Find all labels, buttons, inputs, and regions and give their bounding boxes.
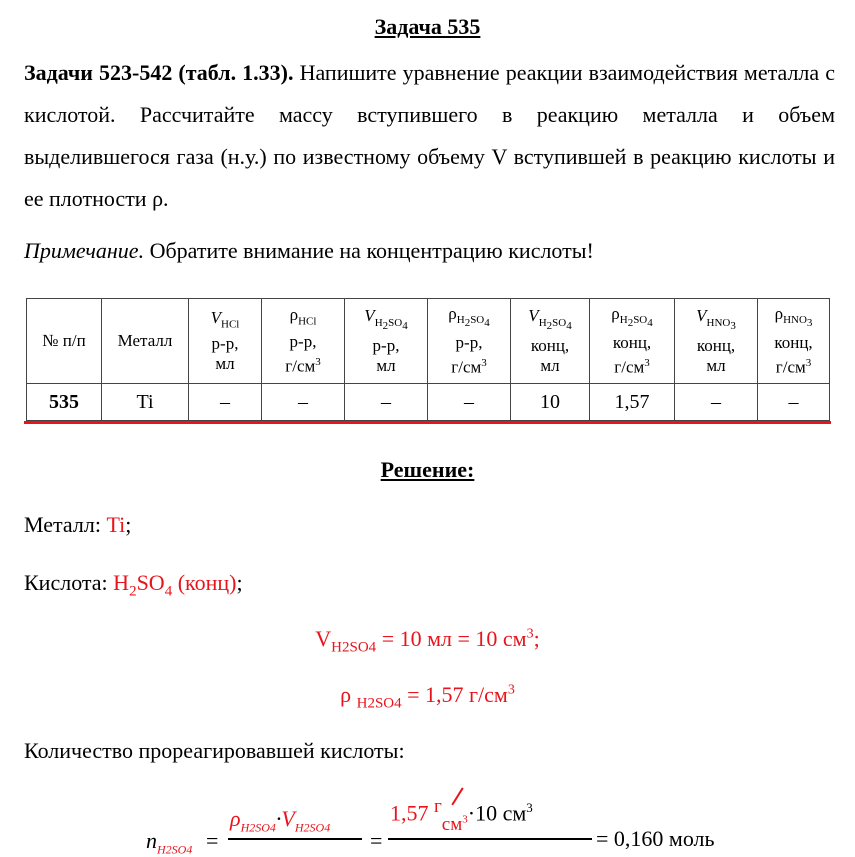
metal-value: Ti [106, 512, 126, 537]
header-num: № п/п [27, 299, 102, 384]
header-v-hcl: $V_{HCl}$ р-р, мл [189, 299, 262, 384]
header-rho-h2so4-konc: $\rho_{H_2SO_4}$ конц, $г/см^3$ [590, 299, 675, 384]
formula-eq1: = [206, 828, 219, 853]
cell-rho-h2so4-konc: 1,57 [590, 384, 675, 421]
formula-numerator-numeric: 1,57 гсм$^3$·10 $см^3$ [390, 796, 533, 836]
cell-rho-hcl: – [262, 384, 345, 421]
cell-rho-h2so4-rr: – [428, 384, 511, 421]
formula-numerator-symbolic: $\rho_{H2SO4}\cdot V_{H2SO4}$ [230, 806, 331, 835]
formula-result: = 0,160 моль [596, 826, 715, 851]
table-underline [24, 421, 831, 424]
header-rho-hcl: $\rho_{HCl}$ р-р, $г/см^3$ [262, 299, 345, 384]
data-table [26, 298, 830, 421]
cell-v-hno3: – [675, 384, 758, 421]
problem-range-label: Задачи 523-542 (табл. 1.33). [24, 60, 294, 85]
solution-title: Решение: [380, 457, 475, 482]
note [24, 238, 594, 264]
header-metal: Металл [102, 299, 189, 384]
note-label: Примечание. [24, 238, 145, 263]
formula-n: $n_{H2SO4}$ [146, 828, 193, 857]
cell-rho-hno3: – [758, 384, 830, 421]
acid-value: $H_2SO_4$ (конц) [113, 570, 237, 600]
cell-metal: Ti [102, 384, 189, 421]
acid-line: Кислота: $H_2SO_4$ (конц); [24, 570, 243, 600]
header-v-hno3: $V_{HNO_3}$ конц, мл [675, 299, 758, 384]
formula-eq2: = [370, 828, 383, 853]
amount-formula [0, 790, 855, 857]
header-v-h2so4-konc: $V_{H_2SO_4}$ конц, мл [511, 299, 590, 384]
cell-num: 535 [27, 384, 102, 421]
note-text: Обратите внимание на концентрацию кислоты! [144, 238, 594, 263]
header-v-h2so4-rr: $V_{H_2SO_4}$ р-р, мл [345, 299, 428, 384]
header-rho-h2so4-rr: $\rho_{H_2SO_4}$ р-р, $г/см^3$ [428, 299, 511, 384]
density-line: ρ $_{H2SO4}$ = 1,57 $г/см^3$ [340, 682, 515, 712]
fraction-bar-2 [388, 838, 592, 840]
amount-label: Количество прореагировавшей кислоты: [24, 738, 405, 763]
cell-v-h2so4-konc: 10 [511, 384, 590, 421]
fraction-bar-1 [228, 838, 362, 840]
problem-text: Напишите уравнение реакции взаимодействия металла с кислотой. Рассчитайте массу вступившего в реакцию металла и объем выделившегося газа (н.у.) по известному объему V вступившей в реакцию кислоты и ее плотности ρ. [24, 60, 836, 211]
volume-line: $V_{H2SO4} = 10$ мл = 10 $см^3$; [315, 626, 540, 656]
table-header-row [27, 299, 830, 384]
problem-statement [24, 52, 835, 220]
cell-v-h2so4-rr: – [345, 384, 428, 421]
metal-line: Металл: Ti; [24, 512, 132, 537]
cell-v-hcl: – [189, 384, 262, 421]
page-title: Задача 535 [374, 14, 481, 39]
header-rho-hno3: $\rho_{HNO_3}$ конц, $г/см^3$ [758, 299, 830, 384]
table-row [27, 384, 830, 421]
